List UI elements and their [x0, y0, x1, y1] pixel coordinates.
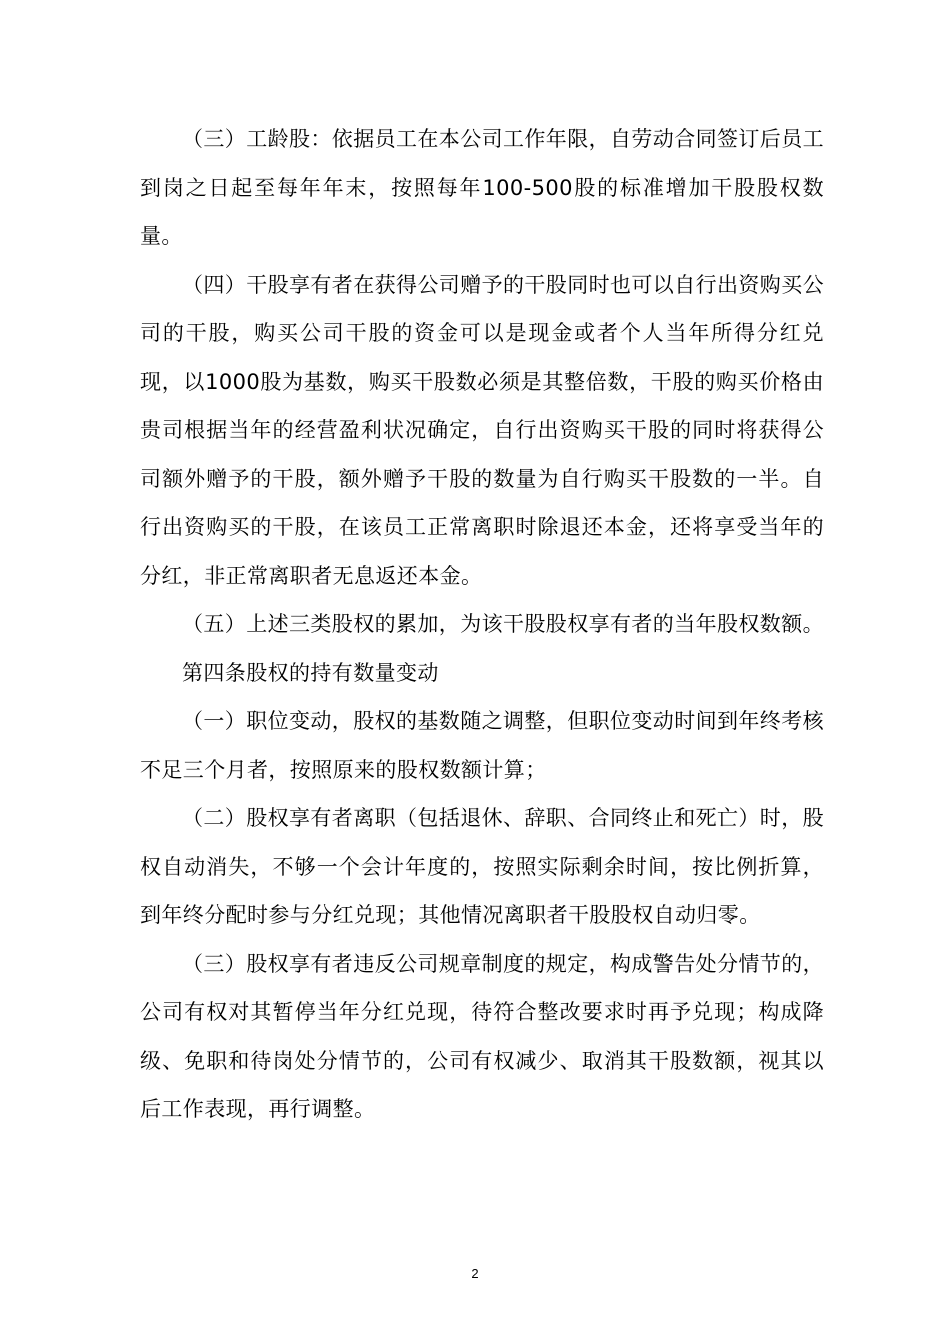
paragraph-seniority-shares: （三）工龄股：依据员工在本公司工作年限，自劳动合同签订后员工到岗之日起至每年年末，按照每年100-500股的标准增加干股股权数量。: [140, 127, 824, 248]
paragraph-purchase-shares: （四）干股享有者在获得公司赠予的干股同时也可以自行出资购买公司的干股，购买公司干股的资金可以是现金或者个人当年所得分红兑现，以1000股为基数，购买干股数必须是其整倍数，干股的购买价格由贵司根据当年的经营盈利状况确定，自行出资购买干股的同时将获得公司额外赠予的干股，额外赠予干股的数量为自行购买干股数的一半。自行出资购买的干股，在该员工正常离职时除退还本金，还将享受当年的分红，非正常离职者无息返还本金。: [140, 272, 824, 588]
paragraph-violation: （三）股权享有者违反公司规章制度的规定，构成警告处分情节的，公司有权对其暂停当年分红兑现，待符合整改要求时再予兑现；构成降级、免职和待岗处分情节的，公司有权减少、取消其干股数额，视其以后工作表现，再行调整。: [140, 951, 824, 1121]
paragraph-position-change: （一）职位变动，股权的基数随之调整，但职位变动时间到年终考核不足三个月者，按照原来的股权数额计算；: [140, 709, 824, 782]
body-text: [140, 115, 824, 1134]
article-heading: 第四条股权的持有数量变动: [182, 660, 439, 685]
paragraph-resignation: （二）股权享有者离职（包括退休、辞职、合同终止和死亡）时，股权自动消失，不够一个会计年度的，按照实际剩余时间，按比例折算，到年终分配时参与分红兑现；其他情况离职者干股股权自动归零。: [140, 806, 824, 927]
page-number: 2: [471, 1266, 479, 1281]
paragraph-cumulative-shares: （五）上述三类股权的累加，为该干股股权享有者的当年股权数额。: [182, 612, 824, 636]
